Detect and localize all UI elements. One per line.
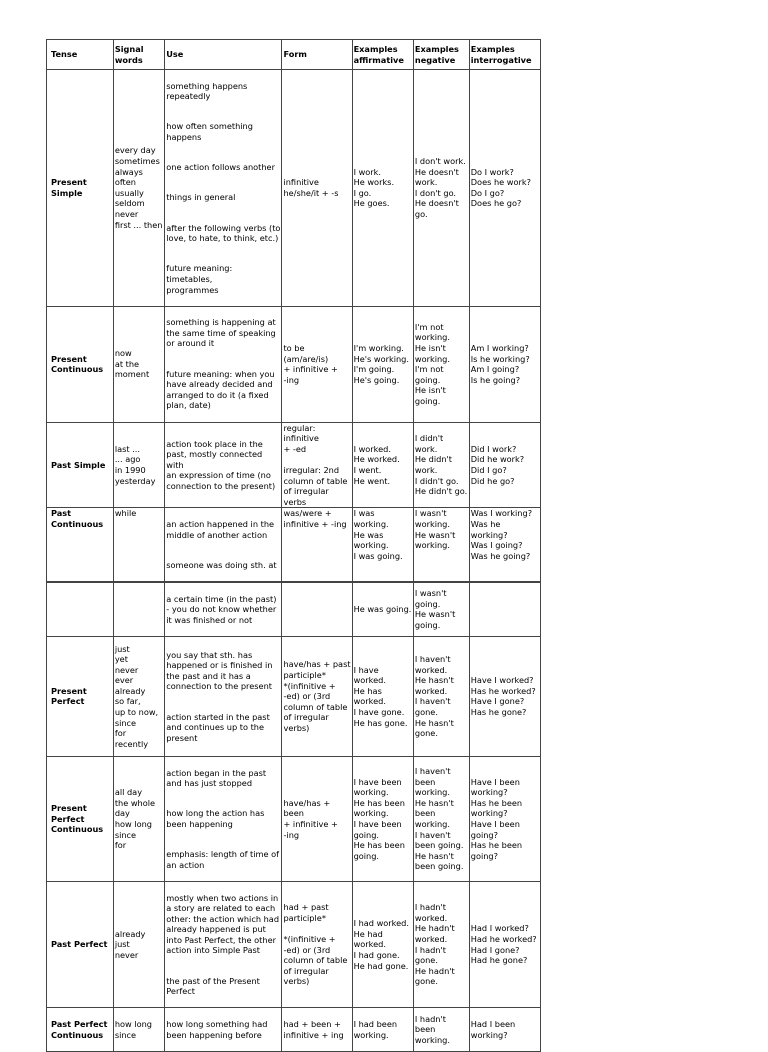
affirmative-cell: I was working. He was working. I was going. <box>352 508 413 582</box>
interrogative-cell: Am I working? Is he working? Am I going? Is he going? <box>469 306 540 422</box>
use-item: emphasis: length of time of an action <box>166 849 280 870</box>
negative-cell: I'm not working. He isn't working. I'm not going. He isn't going. <box>413 306 469 422</box>
table-row <box>47 756 541 881</box>
tense-cell <box>47 583 114 637</box>
negative-cell: I hadn't been working. <box>413 1008 469 1051</box>
tense-cell: Past Perfect <box>47 881 114 1008</box>
header-signal-words: Signal words <box>113 40 164 70</box>
tense-cell: Present Simple <box>47 70 114 307</box>
affirmative-cell: I work. He works. I go. He goes. <box>352 70 413 307</box>
table-row <box>47 422 541 508</box>
table-row <box>47 70 541 307</box>
interrogative-cell: Had I worked? Had he worked? Had I gone? Had he gone? <box>469 881 540 1008</box>
interrogative-cell: Have I worked? Has he worked? Have I gone? Has he gone? <box>469 636 540 756</box>
tense-cell: Past Simple <box>47 422 114 508</box>
use-item: action took place in the past, mostly connected with an expression of time (no connection to the present) <box>166 438 276 491</box>
use-cell <box>165 508 282 582</box>
affirmative-cell: I have been working. He has been working. I have been going. He has been going. <box>352 756 413 881</box>
table-row <box>47 508 541 582</box>
use-item: after the following verbs (to love, to hate, to think, etc.) <box>166 222 281 244</box>
form-cell: regular: infinitive + -ed irregular: 2nd column of table of irregular verbs <box>282 422 352 508</box>
use-cell <box>165 1008 282 1051</box>
form-cell: was/were + infinitive + -ing <box>282 508 352 582</box>
negative-cell: I wasn't going. He wasn't going. <box>413 583 469 637</box>
use-item: future meaning: when you have already decided and arranged to do it (a fixed plan, date) <box>166 368 275 411</box>
header-tense: Tense <box>47 40 114 70</box>
tense-cell: Present Continuous <box>47 306 114 422</box>
negative-cell: I haven't worked. He hasn't worked. I haven't gone. He hasn't gone. <box>413 636 469 756</box>
tenses-table-page-2 <box>46 582 541 1052</box>
use-item: something happens repeatedly <box>166 80 248 102</box>
form-cell: had + past participle* *(infinitive + -ed) or (3rd column of table of irregular verbs) <box>282 881 352 1008</box>
use-item: someone was doing sth. at <box>166 559 277 570</box>
tense-cell: Past Continuous <box>47 508 114 582</box>
table-row <box>47 306 541 422</box>
affirmative-cell: He was going. <box>352 583 413 637</box>
signal-cell: how long since <box>113 1008 164 1051</box>
use-item: an action happened in the middle of another action <box>166 518 275 540</box>
use-item: future meaning: timetables, programmes <box>166 263 233 295</box>
interrogative-cell: Had I been working? <box>469 1008 540 1051</box>
affirmative-cell: I'm working. He's working. I'm going. He's going. <box>352 306 413 422</box>
form-cell: infinitive he/she/it + -s <box>282 70 352 307</box>
affirmative-cell: I had been working. <box>352 1008 413 1051</box>
table-row <box>47 636 541 756</box>
use-item: how long the action has been happening <box>166 808 265 829</box>
use-cell <box>165 306 282 422</box>
signal-cell: all day the whole day how long since for <box>113 756 164 881</box>
negative-cell: I don't work. He doesn't work. I don't go. He doesn't go. <box>413 70 469 307</box>
tense-cell: Past Perfect Continuous <box>47 1008 114 1051</box>
interrogative-cell <box>469 583 540 637</box>
tense-cell: Present Perfect <box>47 636 114 756</box>
signal-cell: while <box>113 508 164 582</box>
form-cell: have/has + past participle* *(infinitive + -ed) or (3rd column of table of irregular verbs) <box>282 636 352 756</box>
signal-cell: every day sometimes always often usually seldom never first ... then <box>113 70 164 307</box>
use-item: the past of the Present Perfect <box>166 975 260 997</box>
negative-cell: I hadn't worked. He hadn't worked. I hadn't gone. He hadn't gone. <box>413 881 469 1008</box>
form-cell: had + been + infinitive + ing <box>282 1008 352 1051</box>
interrogative-cell: Did I work? Did he work? Did I go? Did he go? <box>469 422 540 508</box>
table-row <box>47 881 541 1008</box>
use-item: something is happening at the same time of speaking or around it <box>166 317 276 349</box>
interrogative-cell: Do I work? Does he work? Do I go? Does he go? <box>469 70 540 307</box>
signal-cell: just yet never ever already so far, up to now, since for recently <box>113 636 164 756</box>
affirmative-cell: I have worked. He has worked. I have gone. He has gone. <box>352 636 413 756</box>
use-cell <box>165 70 282 307</box>
table-row <box>47 1008 541 1051</box>
interrogative-cell: Have I been working? Has he been working? Have I been going? Has he been going? <box>469 756 540 881</box>
use-cell <box>165 636 282 756</box>
signal-cell: last ... ... ago in 1990 yesterday <box>113 422 164 508</box>
signal-cell <box>113 583 164 637</box>
use-cell <box>165 422 282 508</box>
form-cell <box>282 583 352 637</box>
use-item: mostly when two actions in a story are related to each other: the action which had already happened is put into Past Perfect, the other action into Simple Past <box>166 892 280 956</box>
negative-cell: I wasn't working. He wasn't working. <box>413 508 469 582</box>
use-item: things in general <box>166 192 236 203</box>
tenses-table-continued <box>46 582 541 1052</box>
header-affirmative: Examples affirmative <box>352 40 413 70</box>
header-use: Use <box>165 40 282 70</box>
interrogative-cell: Was I working? Was he working? Was I going? Was he going? <box>469 508 540 582</box>
use-item: action started in the past and continues up to the present <box>166 711 270 743</box>
tenses-table <box>46 39 541 582</box>
tenses-table-page-1 <box>46 39 541 582</box>
use-cell <box>165 881 282 1008</box>
use-cell <box>165 583 282 637</box>
affirmative-cell: I worked. He worked. I went. He went. <box>352 422 413 508</box>
signal-cell: now at the moment <box>113 306 164 422</box>
header-negative: Examples negative <box>413 40 469 70</box>
use-item: you say that sth. has happened or is finished in the past and it has a connection to the present <box>166 649 273 692</box>
negative-cell: I haven't been working. He hasn't been working. I haven't been going. He hasn't been going. <box>413 756 469 881</box>
affirmative-cell: I had worked. He had worked. I had gone. He had gone. <box>352 881 413 1008</box>
use-cell <box>165 756 282 881</box>
use-item: how long something had been happening before <box>166 1019 268 1040</box>
header-row <box>47 40 541 70</box>
header-interrogative: Examples interrogative <box>469 40 540 70</box>
tense-cell: Present Perfect Continuous <box>47 756 114 881</box>
use-item: action began in the past and has just stopped <box>166 767 267 789</box>
use-item: one action follows another <box>166 162 275 173</box>
signal-cell: already just never <box>113 881 164 1008</box>
table-row <box>47 583 541 637</box>
form-cell: to be (am/are/is) + infinitive + -ing <box>282 306 352 422</box>
use-item: how often something happens <box>166 121 253 142</box>
use-item: a certain time (in the past) - you do not know whether it was finished or not <box>166 593 277 625</box>
form-cell: have/has + been + infinitive + -ing <box>282 756 352 881</box>
negative-cell: I didn't work. He didn't work. I didn't go. He didn't go. <box>413 422 469 508</box>
header-form: Form <box>282 40 352 70</box>
